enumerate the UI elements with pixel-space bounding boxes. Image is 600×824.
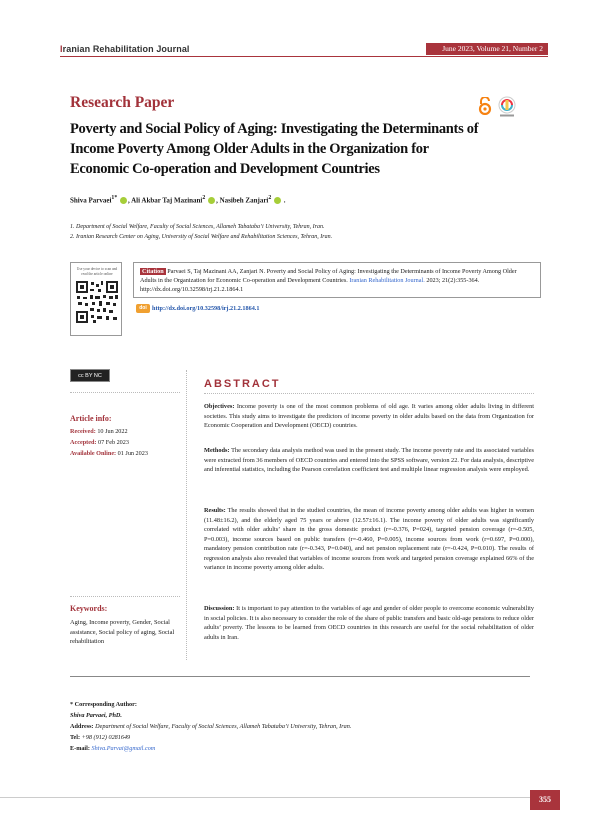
- citation-box: [133, 262, 541, 298]
- header-rule: [60, 56, 548, 57]
- corresponding-address: Address: Department of Social Welfare, Faculty of Social Sciences, Allameh Tabataba’i University, Tehran, Iran.: [70, 723, 352, 730]
- author-name[interactable]: Shiva Parvaei: [70, 196, 112, 205]
- paper-type: Research Paper: [70, 94, 175, 111]
- paper-title: Poverty and Social Policy of Aging: Investigating the Determinants of Income Poverty Among Older Adults in the Organization for Economic Co-operation and Development Countries: [70, 121, 479, 177]
- keywords-text: Aging, Income poverty, Gender, Social assistance, Social policy of aging, Social rehabilitation: [70, 619, 175, 645]
- orcid-icon[interactable]: [208, 197, 215, 204]
- author-sup: 1*: [111, 195, 118, 201]
- abstract-objectives: Objectives: Income poverty is one of the most common problems of old age. It varies among older adults living in different societies. This study aims to investigate the predictors of income poverty in older adults based on the data from Organization for Economic Cooperation and Development (OECD) countries.: [204, 403, 534, 429]
- email-link[interactable]: Shiva.Parvai@gmail.com: [91, 745, 156, 752]
- abstract-discussion: Discussion: It is important to pay attention to the variables of age and gender of older people to overcome economic vulnerability in social policies. It is also necessary to consider the role of the share of public transfers and basic old-age pensions to reduce older adults’ poverty. The lessons to be learned from OECD countries in this research are useful for the social rehabilitation of older adults in Iran.: [204, 605, 534, 641]
- affiliation: 2. Iranian Research Center on Aging, University of Social Welfare and Rehabilitation Sciences, Tehran, Iran.: [70, 234, 333, 240]
- author-name[interactable]: Nasibeh Zanjari: [219, 196, 269, 205]
- corresponding-name: Shiva Parvaei, PhD.: [70, 712, 122, 719]
- bottom-rule: [0, 797, 530, 798]
- crossmark-icon[interactable]: [497, 96, 517, 118]
- author-list: Shiva Parvaei$^{1*}$ , Ali Akbar Taj Mazinani$^2$ , Nasibeh Zanjari$^2$ .: [70, 195, 286, 205]
- keywords-title: Keywords:: [70, 604, 108, 613]
- sidebar-divider: [70, 596, 180, 597]
- corresponding-email: E-mail: Shiva.Parvai@gmail.com: [70, 745, 156, 752]
- issue-tag: June 2023, Volume 21, Number 2: [426, 43, 548, 55]
- doi-icon: doi: [136, 304, 150, 313]
- citation-journal-link[interactable]: Iranian Rehabilitation Journal.: [349, 277, 425, 284]
- online-date: Available Online: 01 Jun 2023: [70, 450, 148, 457]
- article-info-title: Article info:: [70, 414, 112, 423]
- corresponding-tel: Tel: +98 (912) 0281649: [70, 734, 131, 741]
- column-divider: [186, 370, 187, 660]
- author-sup: 2: [268, 195, 272, 201]
- qr-code-box: [70, 262, 122, 336]
- abstract-title: ABSTRACT: [204, 378, 281, 390]
- affiliation: 1. Department of Social Welfare, Faculty of Social Sciences, Allameh Tabataba’i University, Tehran, Iran.: [70, 224, 325, 230]
- open-access-icon: [478, 97, 492, 115]
- citation-text: Parvaei S, Taj Mazinani AA, Zanjari N. Poverty and Social Policy of Aging: Investigating the Determinants of Income Poverty Among Older Adults in the Organization for Economic Co-operation and Development Countries.: [140, 268, 517, 284]
- cc-license-badge[interactable]: cc BY NC: [70, 369, 110, 382]
- orcid-icon[interactable]: [120, 197, 127, 204]
- author-sup: 2: [202, 195, 206, 201]
- author-name[interactable]: Ali Akbar Taj Mazinani: [131, 196, 203, 205]
- accepted-date: Accepted: 07 Feb 2023: [70, 439, 129, 446]
- citation-rest: 2023; 21(2):355-364. http://dx.doi.org/10.32598/irj.21.2.1864.1: [140, 277, 480, 293]
- orcid-icon[interactable]: [274, 197, 281, 204]
- qr-caption: Use your device to scan and read the article online: [76, 267, 118, 276]
- qr-code-icon[interactable]: [75, 280, 119, 324]
- citation-label: Citation: [142, 268, 164, 275]
- abstract-rule: [204, 393, 534, 394]
- abstract-results: Results: The results showed that in the studied countries, the mean of income poverty among older adults was higher in women (11.48±16.2), and the elderly aged 75 years or above (12.57±16.1). The income poverty of older adults was significantly correlated with older adults’ share in the gross domestic product (r=-0.376, P=024), targeted pension coverage (r=-0.505, P=0.003), income sources based on public transfers (r=-0.460, P=0.005), income sources from work (r=0.697, P=0.000), mandatory pension contribution rate (r=-0.343, P=0.040), and net pension replacement rate (r=-0.424, P=0.010). The results of regression analysis also revealed that variables of income sources from work and targeted pension coverage explained 66% of the variance in income poverty among older adults.: [204, 507, 535, 571]
- journal-name: Iranian Rehabilitation Journal: [60, 44, 190, 54]
- doi-link[interactable]: http://dx.doi.org/10.32598/irj.21.2.1864.1: [152, 304, 260, 312]
- received-date: Received: 10 Jun 2022: [70, 428, 128, 435]
- sidebar-divider: [70, 392, 180, 393]
- footer-rule: [70, 676, 530, 677]
- journal-header: [60, 44, 548, 56]
- page-number: 355: [530, 790, 560, 810]
- doi-row: [136, 304, 259, 313]
- abstract-methods: Methods: The secondary data analysis method was used in the present study. The income poverty rate and its associated variables were extracted from 36 members of OECD countries and entered into the SPSS software, version 22. For data analysis, descriptive and inferential statistics, including the Pearson correlation coefficient test and multiple linear regression analysis were employed.: [204, 447, 534, 473]
- corresponding-title: * Corresponding Author:: [70, 701, 137, 708]
